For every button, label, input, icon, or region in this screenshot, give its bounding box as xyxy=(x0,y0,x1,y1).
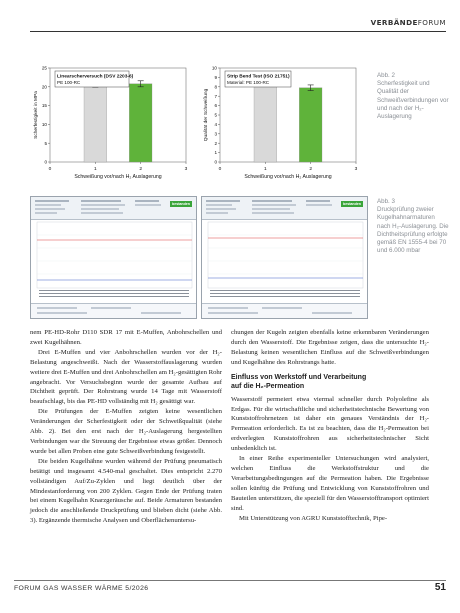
x-tick-label: 3 xyxy=(184,167,188,172)
y-tick-label: 20 xyxy=(41,84,47,90)
bar-1 xyxy=(254,87,277,162)
y-tick-label: 6 xyxy=(214,103,217,109)
paragraph: Die beiden Kugelhähne wurden während der Prüfung pneumatisch betätigt und insgesamt 4.540-mal geschaltet. Dies entspricht 2.270 vollständigen Auf/Zu-Zyklen und liegt deutlich über der Mindestanforderung von 200 Zyklen. Gegen Ende der Prüfung traten bei einem Kugelhahn Knarzgeräusche auf. Beide Armaturen bestanden jedoch die anschließende Druckprüfung und blieben dicht (siehe Abb. 3). Ergänzende thermische Analysen und Oberflächenuntersu- xyxy=(30,457,222,525)
screenshot-footer xyxy=(31,303,196,318)
body-column-2 xyxy=(231,328,429,523)
screenshot-header xyxy=(31,197,196,220)
status-badge: bestanden xyxy=(343,202,361,206)
paragraph: Wasserstoff permeiert etwa viermal schneller durch Polyolefine als Erdgas. Für die wirtschaftliche und sicherheitstechnische Bewertung von Kunststoffrohrnetzen ist daher ein genaues Verständnis der H₂-Permeation erforderlich. Es ist zu beachten, dass die H₂-Permeation bei erdverlegten Kunststoffrohren aus sicherheitstechnischer Sicht unbedenklich ist. xyxy=(231,395,429,453)
section-name-light: FORUM xyxy=(417,18,446,27)
x-axis-label: Schweißung vor/nach H₂ Auslagerung xyxy=(74,174,162,180)
chart-title: Strip Bend Test (ISO 21751) xyxy=(227,74,290,80)
y-tick-label: 3 xyxy=(214,131,217,137)
y-tick-label: 2 xyxy=(214,140,217,146)
y-axis-label: Scherfestigkeit in MPa xyxy=(34,91,39,139)
pressure-plot xyxy=(31,220,196,302)
paragraph: nem PE-HD-Rohr D110 SDR 17 mit E-Muffen, Anbohrschellen und zwei Kugelhähnen. xyxy=(30,329,222,346)
x-tick-label: 2 xyxy=(139,167,143,172)
y-tick-label: 1 xyxy=(214,150,217,156)
chart-shear-strength xyxy=(30,56,192,185)
section-heading xyxy=(231,373,429,391)
status-badge: bestanden xyxy=(172,202,190,206)
paragraph: Drei E-Muffen und vier Anbohrschellen wurden vor der H₂-Belastung angeschweißt. Nach der Wasserstoffauslagerung wurden weitere drei E-Muffen und drei Anbohrschellen am H₂-gesättigten Rohr angebracht. Vor Versuchsbeginn wurde der gesamte Aufbau auf Dichtheit geprüft. Der Rohrstrang wurde 14 Tage mit Wasserstoff beaufschlagt, bis das PE-HD vollständig mit H₂ gesättigt war. xyxy=(30,348,223,406)
figure-3-caption xyxy=(377,198,449,255)
paragraph: Mit Unterstützung von AGRU Kunststofftechnik, Pipe- xyxy=(239,514,388,522)
x-axis-label: Schweißung vor/nach H₂ Auslagerung xyxy=(244,174,332,180)
pressure-plot xyxy=(202,220,367,302)
heading-line-1: Einfluss von Werkstoff und Verarbeitung xyxy=(231,373,367,381)
caption-text: Scherfestigkeit und Qualität der Schweißverbindungen vor und nach der H₂-Auslagerung xyxy=(377,80,449,121)
footer-rule xyxy=(14,580,446,581)
page-number: 51 xyxy=(434,582,446,593)
bar-2 xyxy=(299,88,322,162)
paragraph: In einer Reihe experimenteller Untersuchungen wird analysiert, welchen Einfluss die Werkstoffstruktur und die Verarbeitungsbedingungen auf die Permeation haben. Die Ergebnisse sollen künftig die Prüfung und Entwicklung von Kunststoffrohren und Bauteilen unterstützen, die speziell für den Wasserstofftransport optimiert sind. xyxy=(231,455,429,512)
x-tick-label: 0 xyxy=(48,167,52,172)
y-tick-label: 0 xyxy=(214,159,217,165)
pressure-test-screenshot-2 xyxy=(201,196,368,319)
paragraph: chungen der Kugeln zeigten ebenfalls keine erkennbaren Veränderungen durch den Wasserstoff. Die Ergebnisse zeigen, dass die untersuchte H₂-Belastung keinen wesentlichen Einfluss auf die Schweißverbindungen und Kugelhähne des Rohrstrangs hatte. xyxy=(231,329,429,366)
y-tick-label: 10 xyxy=(211,65,217,71)
screenshot-header xyxy=(202,197,367,220)
y-tick-label: 5 xyxy=(44,140,47,146)
y-tick-label: 9 xyxy=(214,75,217,80)
caption-text: Druckprüfung zweier Kugelhahnarmaturen nach H₂-Auslagerung. Die Dichtheitsprüfung erfolgte gemäß EN 1555-4 bei 70 und 6.000 mbar xyxy=(377,206,449,255)
caption-label: Abb. 2 xyxy=(377,72,395,79)
x-tick-label: 0 xyxy=(218,167,222,172)
bar-2 xyxy=(129,84,152,162)
figure-2-caption xyxy=(377,72,449,121)
paragraph: Die Prüfungen der E-Muffen zeigten keine wesentlichen Veränderungen der Scherfestigkeit oder der Schweißqualität (siehe Abb. 2). Bei den erst nach der H₂-Auslagerung hergestellten Verbindungen war die Streuung der Ergebnisse etwas größer. Dennoch wurde bei allen Proben eine gute Schweißverbindung festgestellt. xyxy=(30,408,222,455)
y-tick-label: 8 xyxy=(214,84,217,90)
chart-weld-quality xyxy=(200,56,362,185)
bar-1 xyxy=(84,85,107,162)
caption-label: Abb. 3 xyxy=(377,198,395,205)
y-tick-label: 4 xyxy=(214,122,217,127)
body-column-1 xyxy=(30,328,222,526)
y-tick-label: 25 xyxy=(41,65,47,71)
x-tick-label: 1 xyxy=(263,167,267,172)
chart-subtitle: Material: PE 100-RC xyxy=(227,80,270,85)
y-tick-label: 7 xyxy=(214,93,217,99)
chart-title: Linearscherversuch (DSV 2203-6) xyxy=(57,74,134,80)
footer-publication: FORUM GAS WASSER WÄRME 5/2026 xyxy=(14,585,149,592)
screenshot-footer xyxy=(202,303,367,318)
header-rule xyxy=(30,31,446,32)
chart-subtitle: PE 100-RC xyxy=(57,80,81,85)
y-tick-label: 5 xyxy=(214,112,217,118)
y-tick-label: 15 xyxy=(41,103,47,109)
heading-line-2: auf die H₂-Permeation xyxy=(231,382,305,390)
x-tick-label: 2 xyxy=(309,167,313,172)
y-axis-label: Qualität der Schweißung xyxy=(204,88,209,142)
pressure-test-screenshot-1 xyxy=(30,196,197,319)
section-name-bold: VERBÄNDE xyxy=(370,18,418,27)
x-tick-label: 1 xyxy=(93,167,97,172)
y-tick-label: 10 xyxy=(41,122,47,127)
x-tick-label: 3 xyxy=(354,167,358,172)
y-tick-label: 0 xyxy=(44,159,47,165)
section-header xyxy=(371,18,446,27)
